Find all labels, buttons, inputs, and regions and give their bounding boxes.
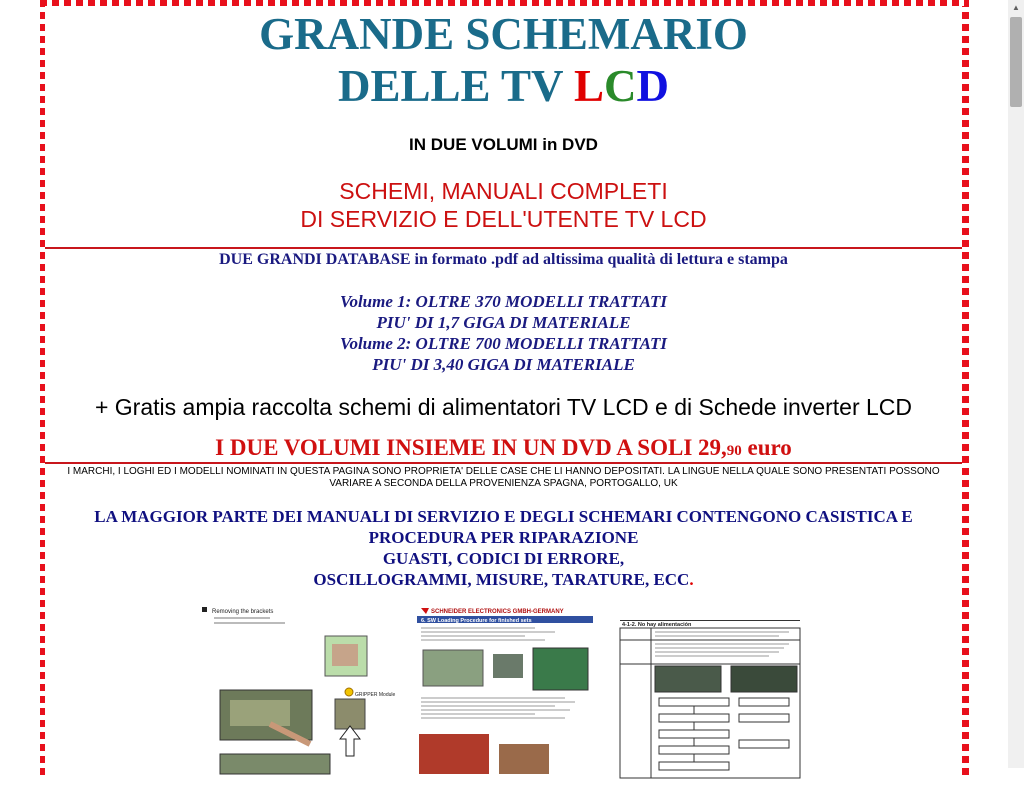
sample-image-schneider-sw[interactable]	[415, 604, 595, 774]
title-line-2: DELLE TV	[338, 61, 563, 111]
page-title	[45, 6, 962, 112]
volumes-subtitle: IN DUE VOLUMI in DVD	[409, 135, 598, 154]
features-text	[45, 506, 962, 590]
doc2-company: SCHNEIDER ELECTRONICS GMBH-GERMANY	[431, 609, 564, 615]
schemi-line-2: DI SERVIZIO E DELL'UTENTE TV LCD	[300, 206, 707, 232]
schemi-line-1: SCHEMI, MANUALI COMPLETI	[339, 178, 668, 204]
doc2-heading: 6. SW Loading Procedure for finished sets	[421, 618, 532, 624]
diagnosis-table-figure	[619, 610, 801, 780]
vertical-scrollbar[interactable]	[1008, 0, 1024, 768]
doc3-heading: 4-1-2. No hay alimentación	[622, 622, 692, 628]
price-cents: 90	[726, 443, 742, 459]
scrollbar-thumb[interactable]	[1010, 17, 1022, 107]
features-line-3-dot: .	[689, 570, 694, 589]
title-letter-d: D	[636, 61, 669, 111]
header-section	[45, 6, 962, 249]
scroll-up-arrow-icon[interactable]: ▲	[1012, 3, 1020, 12]
doc1-callout: GRIPPER Module	[355, 692, 396, 698]
database-intro: DUE GRANDI DATABASE in formato .pdf ad altissima qualità di lettura e stampa	[219, 251, 788, 268]
price-offer	[45, 435, 962, 461]
title-line-1: GRANDE SCHEMARIO	[259, 9, 748, 59]
database-section	[45, 251, 962, 464]
dashed-red-border	[40, 0, 969, 780]
gratis-offer: + Gratis ampia raccolta schemi di alimentatori TV LCD e di Schede inverter LCD	[94, 394, 913, 420]
features-line-3	[45, 569, 962, 590]
volume-1-size: PIU' DI 1,7 GIGA DI MATERIALE	[376, 313, 631, 332]
price-currency: euro	[741, 435, 792, 460]
volume-2: Volume 2: OLTRE 700 MODELLI TRATTATI	[340, 334, 667, 353]
title-letter-l: L	[573, 61, 604, 111]
features-line-2: GUASTI, CODICI DI ERRORE,	[382, 549, 625, 568]
sample-image-diagnosis-table[interactable]	[619, 610, 801, 780]
price-offer-main: I DUE VOLUMI INSIEME IN UN DVD A SOLI 29,	[215, 435, 727, 460]
sample-image-bracket-removal[interactable]	[200, 604, 396, 774]
bracket-removal-figure	[200, 604, 396, 774]
title-letter-c: C	[603, 61, 637, 111]
schemi-heading	[45, 177, 962, 233]
content-panel	[45, 6, 962, 786]
trademark-disclaimer: I MARCHI, I LOGHI ED I MODELLI NOMINATI IN QUESTA PAGINA SONO PROPRIETA' DELLE CASE CHE LI HANNO DEPOSITATI. LA LINGUE NELLA QUALE SONO PRESENTATI POSSONO VARIARE A SECONDA DELLA PROVENIENZA SPAGNA, PORTOGALLO, UK	[67, 466, 940, 489]
schneider-sw-figure	[415, 604, 595, 774]
volume-2-size: PIU' DI 3,40 GIGA DI MATERIALE	[372, 355, 635, 374]
volume-1: Volume 1: OLTRE 370 MODELLI TRATTATI	[340, 292, 667, 311]
features-line-3-text: OSCILLOGRAMMI, MISURE, TARATURE, ECC	[313, 570, 690, 589]
features-line-1: LA MAGGIOR PARTE DEI MANUALI DI SERVIZIO E DEGLI SCHEMARI CONTENGONO CASISTICA E PROCEDURA PER RIPARAZIONE	[94, 507, 913, 547]
sample-images	[45, 604, 962, 804]
volumes-list	[45, 291, 962, 375]
doc1-heading: Removing the brackets	[212, 609, 274, 615]
